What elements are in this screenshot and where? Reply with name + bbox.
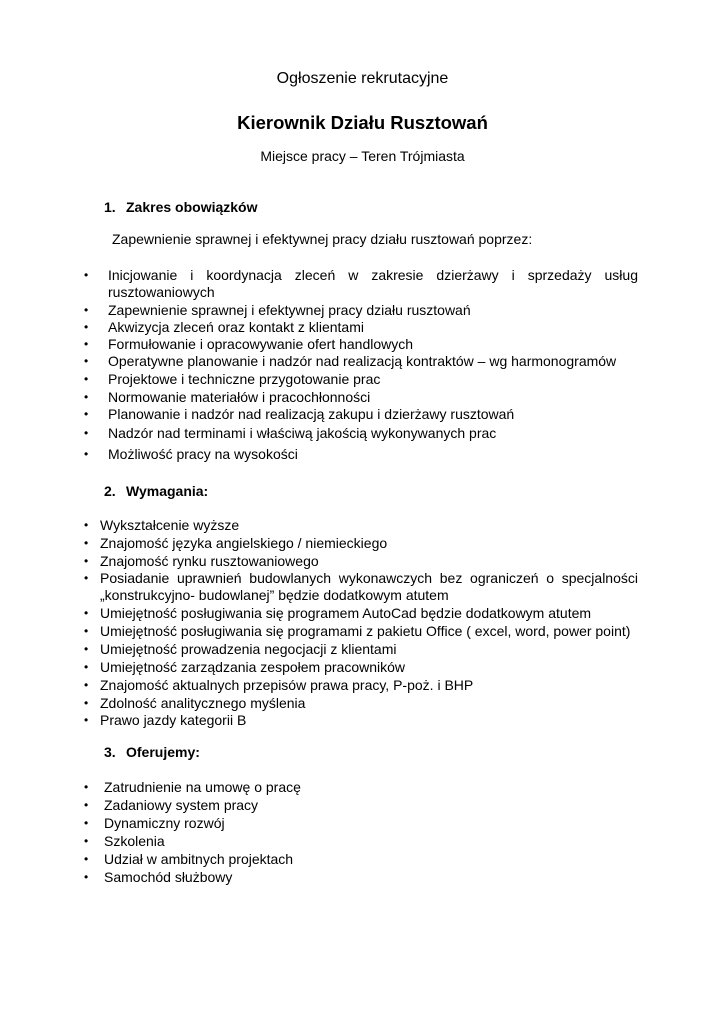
list-item-text: Udział w ambitnych projektach: [104, 851, 294, 867]
list-item: [0, 869, 725, 886]
list-item: [0, 570, 725, 604]
list-item-text: Umiejętność zarządzania zespołem pracowników: [100, 659, 406, 675]
bullet-icon: •: [84, 606, 89, 620]
list-item-text: Prawo jazdy kategorii B: [100, 712, 247, 728]
list-item-text: Umiejętność posługiwania się programem AutoCad będzie dodatkowym atutem: [100, 605, 592, 621]
bullet-icon: •: [84, 678, 89, 692]
bullet-icon: •: [84, 407, 89, 421]
bullet-icon: •: [84, 554, 89, 568]
section-title: Wymagania:: [126, 483, 209, 499]
list-item-text: Inicjowanie i koordynacja zleceń w zakresie dzierżawy i sprzedaży usług rusztowaniowych: [108, 267, 638, 300]
section-heading-offer: [104, 744, 200, 760]
list-item: [0, 797, 725, 814]
list-item-text: Umiejętność prowadzenia negocjacji z klientami: [100, 641, 397, 657]
list-item-text: Operatywne planowanie i nadzór nad realizacją kontraktów – wg harmonogramów: [108, 353, 617, 369]
list-item-text: Normowanie materiałów i pracochłonności: [108, 389, 371, 405]
bullet-icon: •: [84, 870, 89, 884]
list-item-text: Zadaniowy system pracy: [104, 797, 259, 813]
list-item-text: Umiejętność posługiwania się programami z pakietu Office ( excel, word, power point): [100, 623, 631, 639]
bullet-icon: •: [84, 372, 89, 386]
list-item: [0, 553, 725, 570]
bullet-icon: •: [84, 780, 89, 794]
list-item: [0, 267, 725, 301]
list-item: [0, 815, 725, 832]
bullet-icon: •: [84, 816, 89, 830]
work-location: Miejsce pracy – Teren Trójmiasta: [260, 148, 465, 164]
section-number: 1.: [104, 199, 116, 215]
list-item-text: Nadzór nad terminami i właściwą jakością wykonywanych prac: [108, 425, 497, 441]
section-title: Oferujemy:: [126, 744, 200, 760]
page-title: Kierownik Działu Rusztowań: [237, 112, 488, 133]
list-item: [0, 389, 725, 406]
list-item-text: Znajomość aktualnych przepisów prawa pracy, P-poż. i BHP: [100, 677, 474, 693]
bullet-icon: •: [84, 798, 89, 812]
bullet-icon: •: [84, 320, 89, 334]
bullet-icon: •: [84, 660, 89, 674]
bullet-icon: •: [84, 571, 89, 585]
list-item: [0, 695, 725, 712]
list-item: [0, 712, 725, 729]
bullet-icon: •: [84, 713, 89, 727]
bullet-icon: •: [84, 447, 89, 461]
duties-intro: Zapewnienie sprawnej i efektywnej pracy działu rusztowań poprzez:: [112, 231, 533, 247]
document-subtitle: Ogłoszenie rekrutacyjne: [276, 70, 449, 87]
section-number: 3.: [104, 744, 116, 760]
list-item: [0, 425, 725, 442]
bullet-icon: •: [84, 390, 89, 404]
bullet-icon: •: [84, 834, 89, 848]
bullet-icon: •: [84, 337, 89, 351]
section-title: Zakres obowiązków: [126, 199, 258, 215]
list-item: [0, 677, 725, 694]
bullet-icon: •: [84, 268, 89, 282]
list-item: [0, 833, 725, 850]
list-item-text: Znajomość języka angielskiego / niemieckiego: [100, 535, 388, 551]
section-heading-requirements: [104, 483, 208, 499]
bullet-icon: •: [84, 426, 89, 440]
list-item-text: Wykształcenie wyższe: [100, 517, 240, 533]
bullet-icon: •: [84, 303, 89, 317]
list-item-text: Projektowe i techniczne przygotowanie prac: [108, 371, 381, 387]
list-item-text: Akwizycja zleceń oraz kontakt z klientami: [108, 319, 364, 335]
list-item: [0, 623, 725, 640]
list-item: [0, 336, 725, 353]
list-item: [0, 641, 725, 658]
bullet-icon: •: [84, 354, 89, 368]
list-item: [0, 605, 725, 622]
section-heading-duties: [104, 199, 257, 215]
section-number: 2.: [104, 483, 116, 499]
list-item-text: Zatrudnienie na umowę o pracę: [104, 779, 301, 795]
list-item-text: Zapewnienie sprawnej i efektywnej pracy działu rusztowań: [108, 302, 471, 318]
list-item: [0, 535, 725, 552]
list-item-text: Formułowanie i opracowywanie ofert handlowych: [108, 336, 414, 352]
list-item: [0, 302, 725, 319]
list-item: [0, 319, 725, 336]
list-item-text: Możliwość pracy na wysokości: [108, 446, 298, 462]
list-item-text: Zdolność analitycznego myślenia: [100, 695, 306, 711]
list-item: [0, 779, 725, 796]
list-item-text: Szkolenia: [104, 833, 165, 849]
bullet-icon: •: [84, 642, 89, 656]
bullet-icon: •: [84, 624, 89, 638]
list-item-text: Planowanie i nadzór nad realizacją zakupu i dzierżawy rusztowań: [108, 406, 515, 422]
bullet-icon: •: [84, 852, 89, 866]
list-item: [0, 446, 725, 463]
bullet-icon: •: [84, 696, 89, 710]
list-item: [0, 406, 725, 423]
list-item: [0, 517, 725, 534]
list-item-text: Posiadanie uprawnień budowlanych wykonawczych bez ograniczeń o specjalności „konstrukcyjno- budowlanej” będzie dodatkowym atutem: [100, 570, 638, 603]
list-item: [0, 371, 725, 388]
list-item: [0, 353, 725, 370]
list-item-text: Dynamiczny rozwój: [104, 815, 225, 831]
bullet-icon: •: [84, 536, 89, 550]
list-item-text: Znajomość rynku rusztowaniowego: [100, 553, 319, 569]
list-item: [0, 851, 725, 868]
list-item-text: Samochód służbowy: [104, 869, 233, 885]
bullet-icon: •: [84, 518, 89, 532]
list-item: [0, 659, 725, 676]
